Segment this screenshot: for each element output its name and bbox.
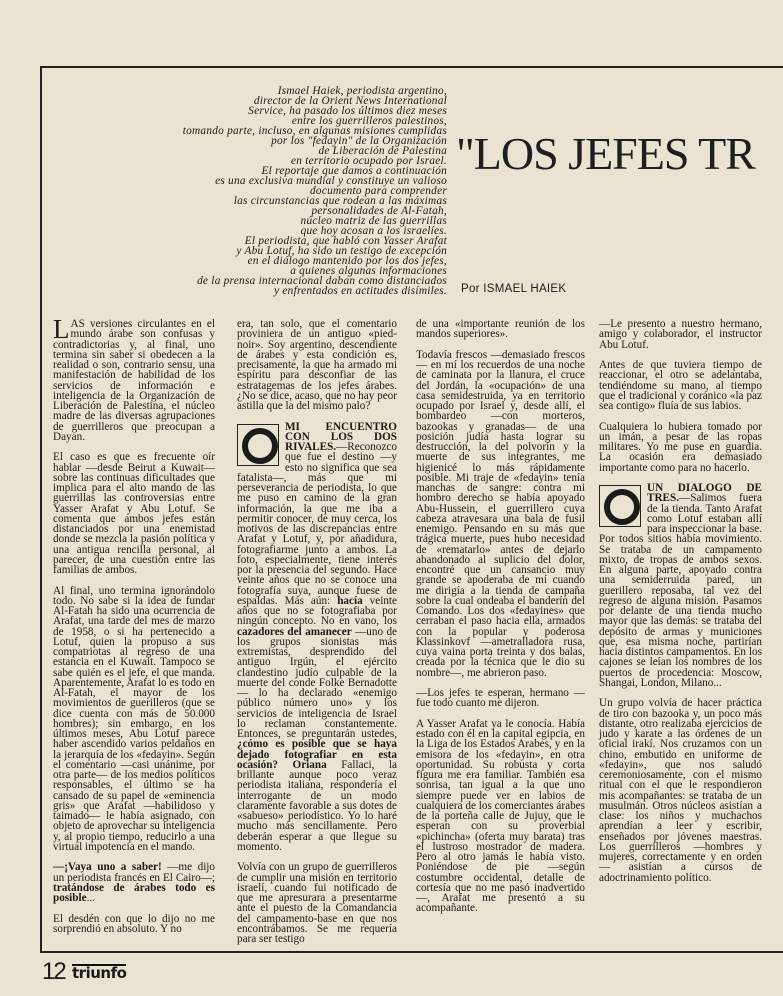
standfirst-line: documento para comprender [310,185,447,197]
paragraph [599,698,762,883]
standfirst-line: en el diálogo mantenido por los dos jefes, [247,255,447,267]
standfirst-line: es una exclusiva mundial y constituye un valioso [215,175,447,187]
standfirst-line: El reportaje que damos a continuación [261,165,447,177]
paragraph [599,360,762,411]
text-column-2 [237,319,397,955]
standfirst-line: a quienes algunas informaciones [290,265,447,277]
ring-icon [604,489,640,525]
paragraph [416,719,585,914]
bold-text: —¡Vaya uno a saber! [53,861,162,874]
paragraph [53,586,215,853]
text-run: era, tan solo, que el comentario proviniera de un antiguo «pied-noir». Soy argentino, descendiente de árabes y esta condición es, precisamente, la que ha armado mi espíritu para desconfiar de las estratagemas de los jefes árabes. ¿No se dice, acaso, que no hay peor astilla que la del mismo palo? [237,318,397,412]
standfirst-line: personalidades de Al-Fatah, [311,205,447,217]
standfirst-line: El periodista, que habló con Yasser Arafat [244,235,447,247]
standfirst-line: y Abu Lotuf, ha sido un testigo de excepción [236,245,447,257]
text-run: veinte años que no se fotografiaba por ningún concepto. No en vano, los [237,594,397,628]
text-run: AS versiones circulantes en el mundo árabe son confusas y contradictorias y, al final, uno termina sin saber si obedecen a la realidad o son, contrario sensu, una manifestación de habilidad de los servicios de información e inteligencia de la Organización de Liberación de Palestina, el núcleo madre de las diversas agrupaciones de guerrilleros que preocupan a Dayan. [53,318,215,443]
standfirst-line: de la prensa internacional daban como distanciados [197,275,447,287]
section-marker-o-icon [237,424,279,466]
text-run: Al final, uno termina ignorándolo todo. No sabe si la idea de fundar Al-Fatah ha sido una ocurrencia de Arafat, una tarde del mes de marzo de 1958, o si ha pertenecido a Lotuf, quien la propuso a sus compatriotas al regreso de una estancia en el Kuwait. Tampoco se sabe quién es el jefe, el que manda. Aparentemente, Arafat lo es todo en Al-Fatah, el mayor de los movimientos de guerilleros (que se dice cuenta con más de 50.000 hombres); sin embargo, en los últimos meses, Abu Lotuf parece haber ascendido varios peldaños en la jerarquía de los «fedayin». Según el comentario —casi unánime, por otra parte— de los medios políticos responsables, el último se ha cansado de su papel de «eminencia gris» que Arafat —habilidoso y taimado— le había asignado, con objeto de aprovechar su inteligencia y, al propio tiempo, reducirlo a una virtual impotencia en el mando. [53,584,215,853]
standfirst-line: de Liberación de Palestina [318,145,447,157]
text-run: El caso es que es frecuente oír hablar —desde Beirut a Kuwait— sobre las continuas dificultades que implica para el alto mando de las guerrillas las controversias entre Yasser Arafat y Abu Lotuf. Se comenta que ambos jefes están distanciados por una enemistad donde se mezcla la pasión política y una antigua rencilla personal, al parecer, de una cuestión entre las familias de ambos. [53,451,215,576]
standfirst-line: tomando parte, incluso, en algunas misiones cumplidas [182,125,447,137]
standfirst-line: Ismael Haiek, periodista argentino, [277,85,447,97]
standfirst-line: director de la Orient News International [253,95,447,107]
paragraph [237,319,397,411]
byline: Por ISMAEL HAIEK [461,283,567,295]
text-run: —me dijo un periodista francés en El Cairo—; [53,861,216,884]
bold-text: UN DIALOGO DE TRES. [647,482,762,505]
paragraph [53,862,215,903]
text-column-1 [53,314,216,944]
text-run: —Reconozco que fue el destino —y esto no significa que sea fatalista—, más que mi perseverancia de periodista, lo que me puso en camino de la gran información, la que me iba a permitir conocer, de muy cerca, los motivos de las discrepancias entre Arafat y Lotuf, y, por añadidura, fotografiarme junto a ambos. La foto, especialmente, tiene interés por la presencia del segundo. Hace veinte años que no se conoce una fotografía suya, aunque fuese de espaldas. Más aún: [237,441,397,607]
paragraph [237,422,397,853]
standfirst-line: en territorio ocupado por Israel. [290,155,447,167]
text-run: —Salimos fuera de la tienda. Tanto Arafat como Lotuf estaban allí para inspeccionar la base. Por todos sitios había movimiento. Se trataba de un campamento mixto, de tropas de ambos sexos. En alguna parte, apoyado contra una semiderruida pared, un guerillero reposaba, tal vez del regreso de alguna misión. Pasamos por delante de una tienda mucho mayor que las demás: se trataba del depósito de armas y municiones que, esa misma noche, partirían hacia distintos campamentos. En los cajones se leían los nombres de los puertos de procedencia: Moscow, Shangai, London, Milano... [599,492,762,689]
text-run: El desdén con que lo dijo no me sorprendió en absoluto. Y no [53,912,215,935]
paragraph [599,319,762,350]
text-run: —Los jefes te esperan, hermano —fue todo cuanto me dijeron. [416,687,585,710]
bold-text: cazadores del amanecer [237,625,352,638]
paragraph [416,319,585,340]
text-run: Fallaci, la brillante aunque poco veraz periodista italiana, respondería el interrogante de un modo claramente favorable a sus dotes de «sabueso» periodístico. Yo lo haré mucho más sencillamente. Pero deberán esperar a que llegue su momento. [237,758,397,853]
text-run: de una «importante reunión de los mandos superiores». [416,318,585,341]
standfirst-line: y enfrentados en actitudes disímiles. [274,285,447,297]
standfirst-line: entre los guerrilleros palestinos, [291,115,447,127]
standfirst-line: por los "fedayin" de la Organización [271,135,447,147]
paragraph [53,452,215,575]
drop-cap: L [53,314,70,344]
paragraph [599,422,762,473]
bold-text: hacía [337,594,363,607]
left-rule [40,66,42,952]
paragraph [237,862,397,944]
paragraph [53,914,215,935]
standfirst-line: las circunstancias que rodean a las máximas [233,195,447,207]
text-run: A Yasser Arafat ya le conocía. Había estado con él en la capital egipcia, en la Liga de los Estados Arabes, y en la emisora de los «fedayin», en otra oportunidad. Su robusta y corta figura me era familiar. También esa sonrisa, tan igual a la que uno siempre puede ver en labios de cualquiera de los comerciantes árabes de la porteña calle de Jujuy, que le esperan con su proverbial «pichincha» (oferta muy barata) tras el lustroso mostrador de madera. Pero al otro jamás le había visto. Poniéndose de pie —según costumbre occidental, detalle de cortesía que no me pasó inadvertido—, Arafat me presentó a su acompañante. [416,717,585,915]
top-rule [40,66,783,68]
text-run: ... [86,892,95,904]
text-run: —uno de los grupos sionistas más extremistas, desprendido del antiguo Irgún, el ejército clandestino judío culpable de la muerte del conde Folke Bernadotte— lo ha declarado «enemigo público número uno» y los servicios de inteligencia de Israel lo reclaman constantemente. Entonces, se preguntarán ustedes, [237,625,397,740]
ring-icon [242,428,278,464]
article-title: "LOS JEFES TR [456,128,755,179]
paragraph [416,350,585,678]
text-column-4 [599,319,762,893]
standfirst-line: Service, ha pasado los últimos diez meses [248,105,447,117]
section-marker-o-icon [599,485,641,527]
text-run: Antes de que tuviera tiempo de reaccionar, el otro se adelantaba, tendiéndome su mano, al tiempo que el tradicional y coránico «la paz sea contigo» fluía de sus labios. [599,359,762,412]
standfirst-line: núcleo matriz de las guerrillas [300,215,447,227]
paragraph [53,314,215,443]
text-run: Cualquiera lo hubiera tomado por un imán, a pesar de las ropas militares. Yo me puse en guardia. La ocasión era demasiado importante como para no hacerlo. [599,420,762,474]
magazine-logo: triunfo [72,964,127,982]
article-standfirst [150,86,447,296]
bottom-rule [40,951,783,953]
standfirst-line: que hoy acosan a los israelíes. [300,225,447,237]
bold-text: tratándose de árabes todo es posible [53,881,215,904]
paragraph [599,483,762,688]
page-number: 12 [42,958,65,985]
text-run: Un grupo volvía de hacer práctica de tiro con bazooka y, un poco más distante, otro realizaba ejercicios de judo y karate a las órdenes de un oficial irakí. Nos cruzamos con un chino, embutido en uniforme de «fedayin», que nos saludó ceremoniosamente, con el mismo ritual con el que le respondieron mis acompañantes: se trataba de un musulmán. Otros núcleos asistían a clase: los niños y muchachos aprendían a leer y escribir, enseñados por jóvenes maestras. Los guerrilleros —hombres y mujeres, correctamente y en orden— asistían a cursos de adoctrinamiento político. [599,697,762,884]
bold-text: MI ENCUENTRO CON LOS DOS RIVALES. [285,420,397,453]
bold-text: ¿cómo es posible que se haya dejado fotografiar en esta ocasión? Oriana [237,738,397,771]
text-column-3 [416,319,585,924]
text-run: —Le presento a nuestro hermano, amigo y colaborador, el instructor Abu Lotuf. [599,318,762,351]
text-run: Todavía frescos —demasiado frescos— en mí los recuerdos de una noche de caminata por la llanura, el cruce del Jordán, la «ocupación» de una casa semidestruida, ya en territorio ocupado por Israel y, desde allí, el bombardeo —con morteros, bazookas y granadas— de una posición judía hasta lograr su destrucción, la del polvorín y la muerte de sus integrantes, me higienicé lo más rápidamente posible. Mi traje de «fedayin» tenía manchas de sangre: contra mi hombro derecho se había apoyado Abu-Hussein, el guerrillero cuya cabeza atravesara una bala de fusil enemigo. Pensando en su más que trágica muerte, pues hubo necesidad de «rematarlo» antes de dejarlo abandonado al suplicio del dolor, encontré que un cansancio muy grande se apoderaba de mí cuando me dirigía a la tienda de campaña sobre la cual ondeaba el banderín del Comando. Los dos «fedayines» que cerraban el paso hacia ella, armados con la popular y poderosa Klassinkovf —ametralladora rusa, cuya vaina porta treinta y dos balas, creada por la técnica que le dio su nombre—, me abrieron paso. [416,348,585,679]
text-run: Volvía con un grupo de guerrilleros de cumplir una misión en territorio israelí, cuando fui notificado de que me apresurara a presentarme ante el puesto de la Comandancia del campamento-base en que nos encontrábamos. Se me requería para ser testigo [237,861,397,945]
paragraph [416,688,585,709]
